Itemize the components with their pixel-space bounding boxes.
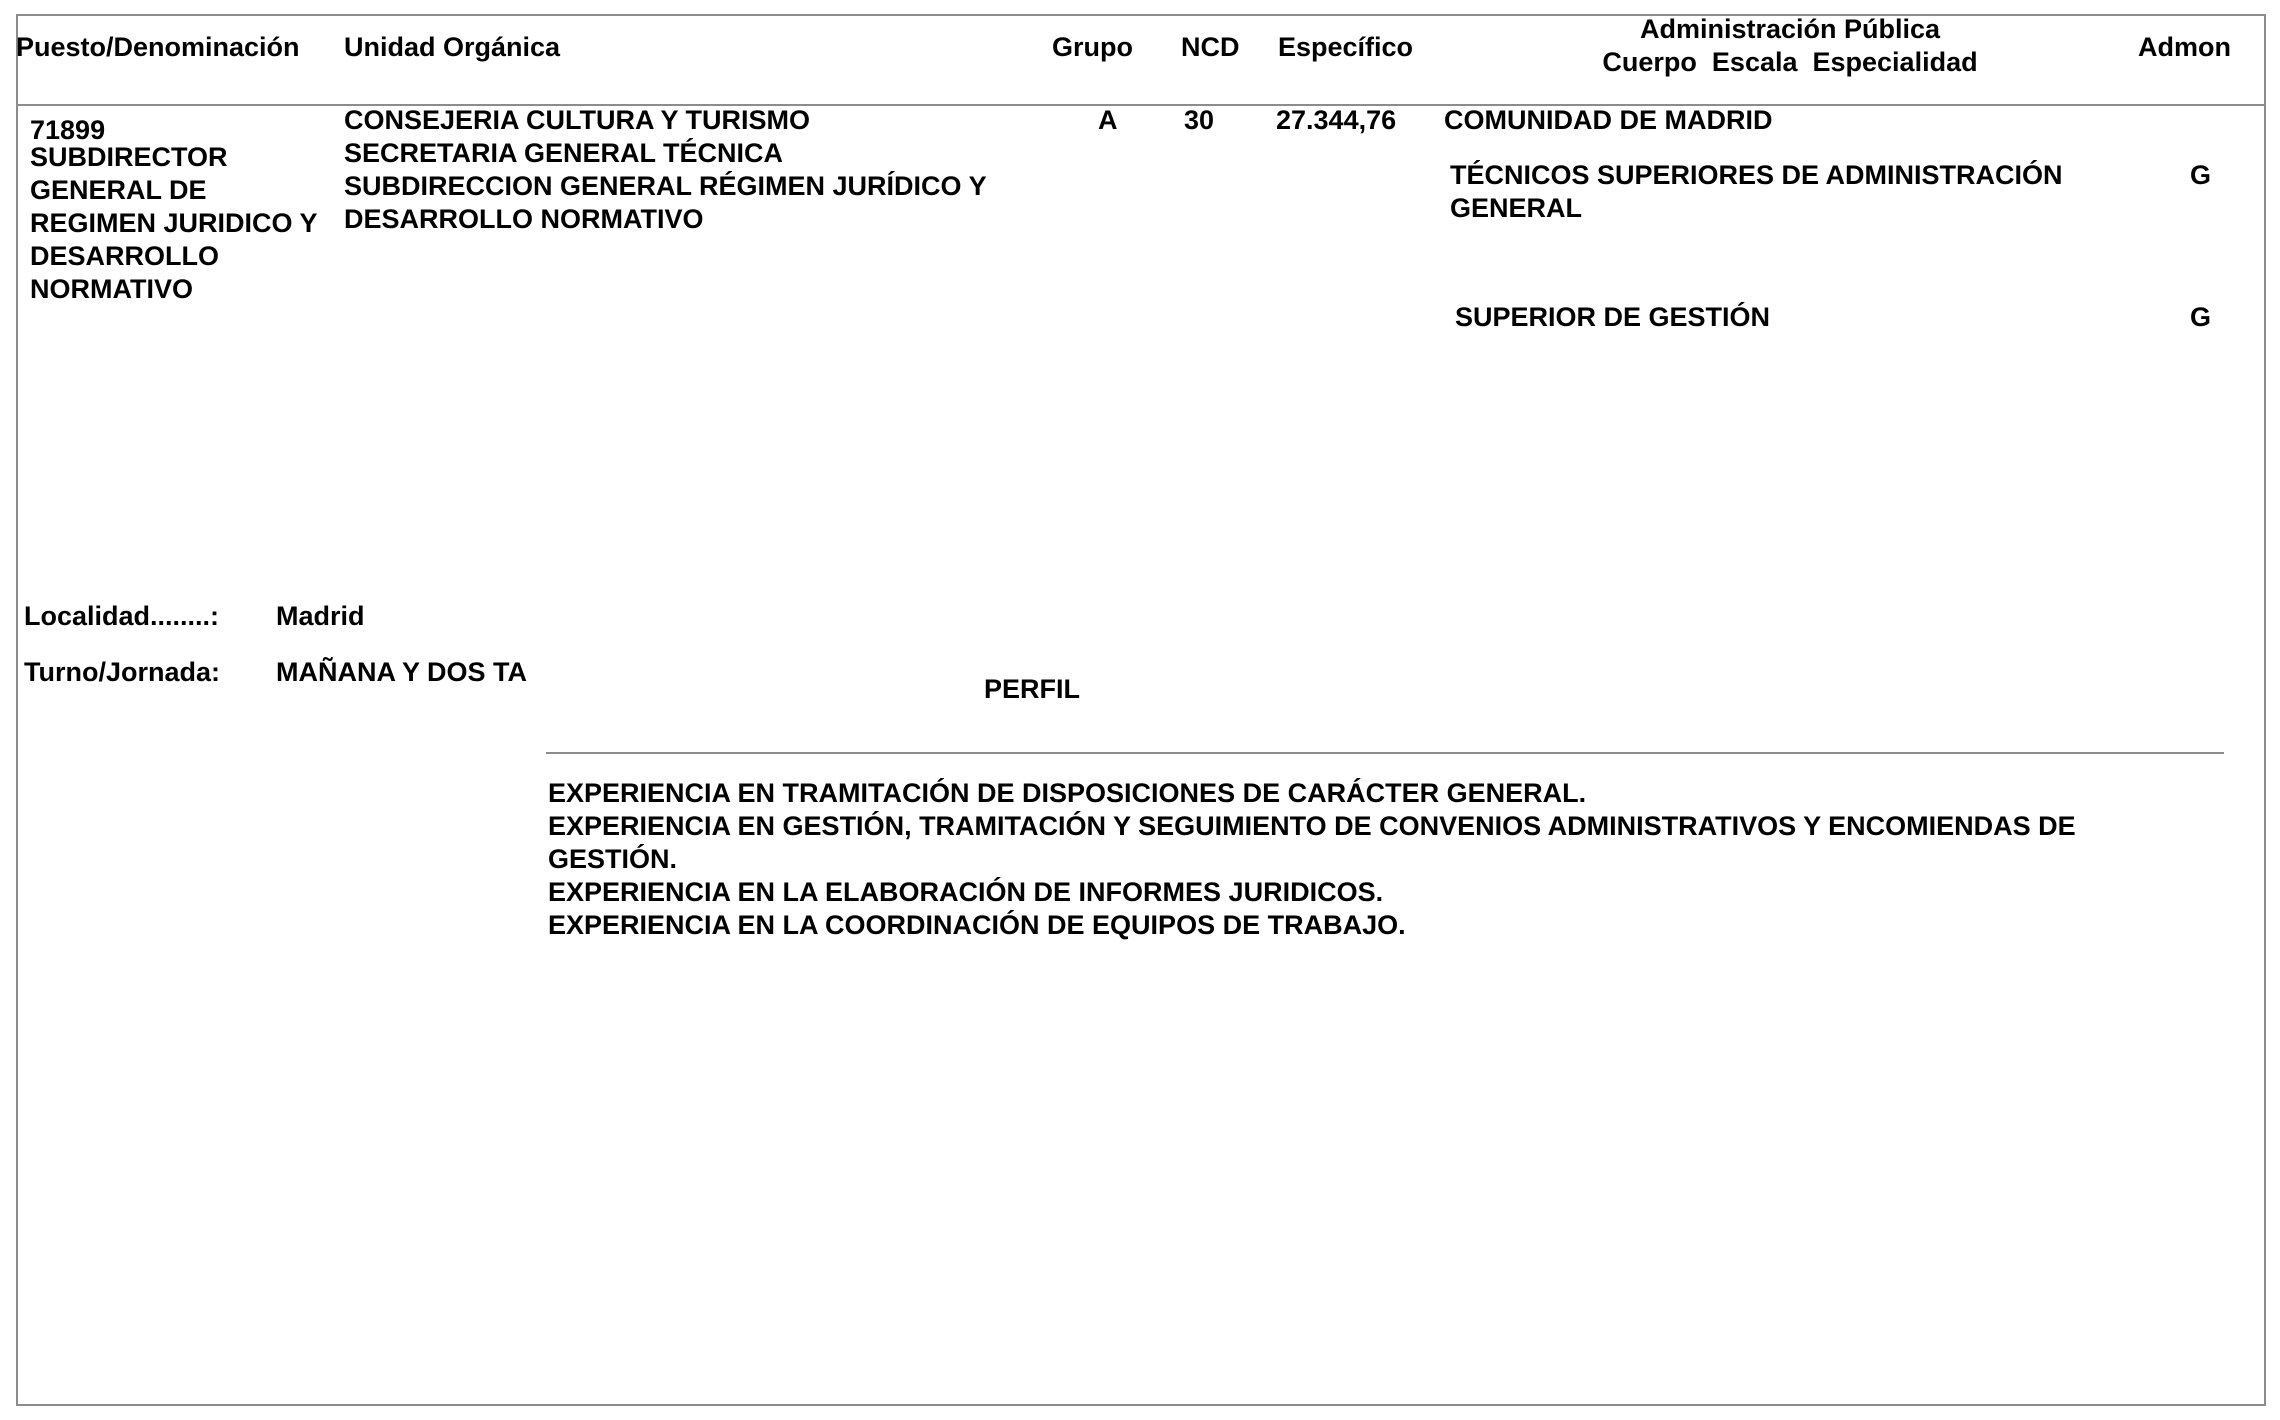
puesto-codigo: 71899 — [30, 115, 106, 145]
header-unidad: Unidad Orgánica — [344, 32, 561, 62]
perfil-line: EXPERIENCIA EN TRAMITACIÓN DE DISPOSICIONES DE CARÁCTER GENERAL. — [548, 778, 1587, 808]
unidad-line: SUBDIRECCION GENERAL RÉGIMEN JURÍDICO Y — [344, 171, 987, 201]
header-admon: Admon — [2138, 32, 2231, 62]
localidad-value: Madrid — [276, 601, 365, 631]
turno-label: Turno/Jornada: — [24, 657, 221, 687]
perfil-divider — [546, 752, 2224, 754]
header-especifico: Específico — [1278, 32, 1414, 62]
unidad-organica — [344, 104, 987, 236]
denominacion-line: NORMATIVO — [30, 274, 193, 304]
turno-value: MAÑANA Y DOS TA — [276, 657, 528, 687]
cuerpo-line: GENERAL — [1450, 193, 1583, 223]
perfil-line: GESTIÓN. — [548, 844, 678, 874]
denominacion-line: REGIMEN JURIDICO Y — [30, 208, 318, 238]
denominacion-line: SUBDIRECTOR — [30, 142, 228, 172]
unidad-line: SECRETARIA GENERAL TÉCNICA — [344, 138, 784, 168]
header-ncd: NCD — [1181, 32, 1240, 62]
perfil-line: EXPERIENCIA EN LA ELABORACIÓN DE INFORMES JURIDICOS. — [548, 877, 1384, 907]
cuerpo-nombre: SUPERIOR DE GESTIÓN — [1455, 302, 1771, 332]
perfil-line: EXPERIENCIA EN GESTIÓN, TRAMITACIÓN Y SEGUIMIENTO DE CONVENIOS ADMINISTRATIVOS Y ENCOMIENDAS DE — [548, 811, 2076, 841]
cuerpo-admon: G — [2190, 160, 2212, 190]
especifico-value: 27.344,76 — [1276, 105, 1397, 135]
perfil-line: EXPERIENCIA EN LA COORDINACIÓN DE EQUIPOS DE TRABAJO. — [548, 910, 1406, 940]
ncd-value: 30 — [1184, 105, 1215, 135]
grupo-value: A — [1098, 105, 1118, 135]
cuerpo-admon: G — [2190, 302, 2212, 332]
cuerpo-nombre — [1450, 159, 2063, 225]
denominacion-line: DESARROLLO — [30, 241, 219, 271]
cuerpo-line: TÉCNICOS SUPERIORES DE ADMINISTRACIÓN — [1450, 160, 2063, 190]
unidad-line: CONSEJERIA CULTURA Y TURISMO — [344, 105, 811, 135]
localidad-label: Localidad........: — [24, 601, 220, 631]
puesto-denominacion — [30, 141, 318, 306]
header-grupo: Grupo — [1052, 32, 1133, 62]
unidad-line: DESARROLLO NORMATIVO — [344, 204, 704, 234]
administracion-value: COMUNIDAD DE MADRID — [1444, 105, 1773, 135]
header-admin-publica: Administración Pública — [1639, 14, 1941, 44]
denominacion-line: GENERAL DE — [30, 175, 207, 205]
header-cuerpo-escala: Cuerpo Escala Especialidad — [1602, 47, 1978, 77]
perfil-title: PERFIL — [984, 674, 1081, 704]
perfil-text — [548, 777, 2076, 942]
header-puesto: Puesto/Denominación — [16, 32, 300, 62]
